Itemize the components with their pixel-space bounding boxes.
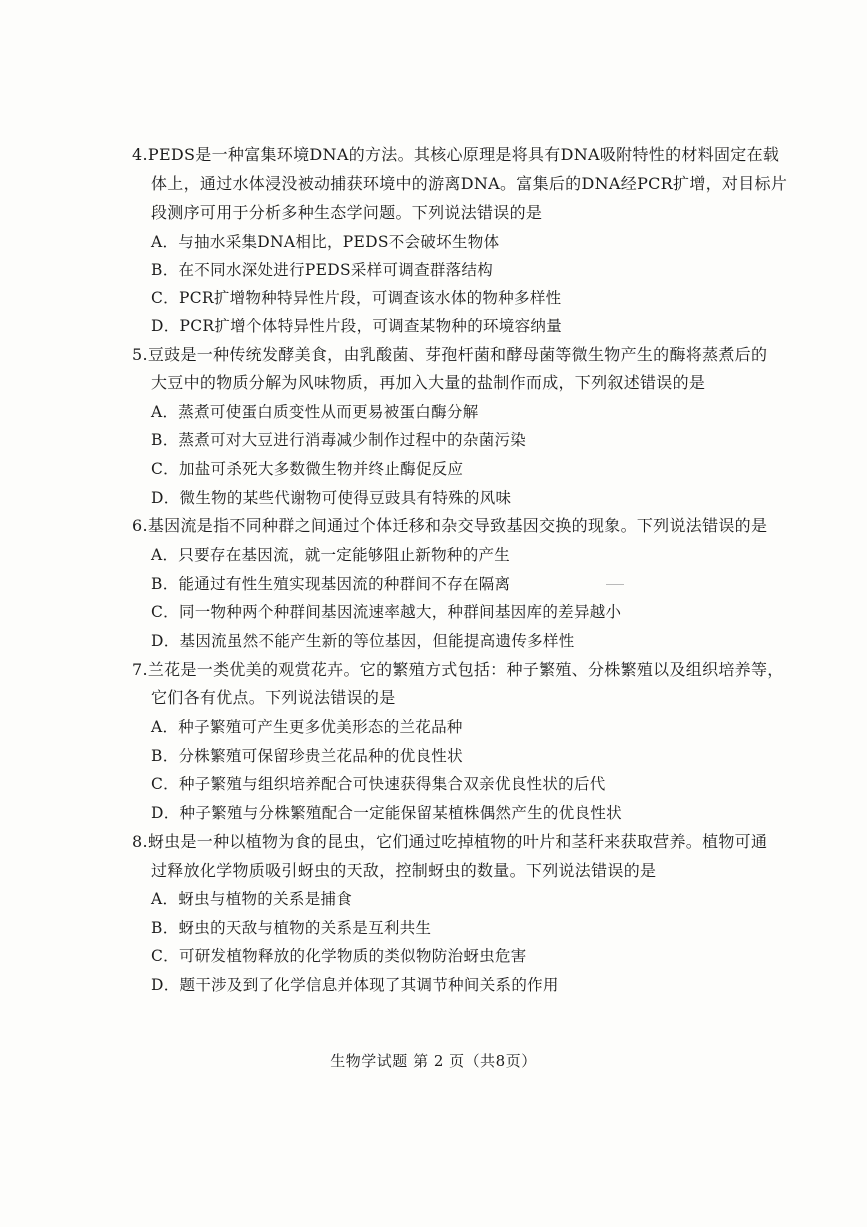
option-a: A．与抽水采集DNA相比，PEDS不会破坏生物体 <box>151 233 500 251</box>
option-c: C．可研发植物释放的化学物质的类似物防治蚜虫危害 <box>151 947 527 965</box>
question-stem-text: PEDS是一种富集环境DNA的方法。其核心原理是将具有DNA吸附特性的材料固定在载 <box>147 145 780 164</box>
question-stem-line: 段测序可用于分析多种生态学问题。下列说法错误的是 <box>151 203 543 222</box>
question-number: 5. <box>132 345 148 364</box>
question-stem-line <box>132 345 767 365</box>
option-c: C．种子繁殖与组织培养配合可快速获得集合双亲优良性状的后代 <box>151 775 606 793</box>
question-stem-text: 基因流是指不同种群之间通过个体迁移和杂交导致基因交换的现象。下列说法错误的是 <box>147 516 768 535</box>
option-d: D．微生物的某些代谢物可使得豆豉具有特殊的风味 <box>151 489 512 507</box>
option-c: C．加盐可杀死大多数微生物并终止酶促反应 <box>151 460 464 478</box>
option-a: A．蚜虫与植物的关系是捕食 <box>151 890 353 908</box>
question-stem-line: 体上，通过水体浸没被动捕获环境中的游离DNA。富集后的DNA经PCR扩增，对目标片 <box>151 174 788 193</box>
option-b: B．分株繁殖可保留珍贵兰花品种的优良性状 <box>151 747 463 765</box>
option-c: C．同一物种两个种群间基因流速率越大，种群间基因库的差异越小 <box>151 603 622 621</box>
question-stem-line: 过释放化学物质吸引蚜虫的天敌，控制蚜虫的数量。下列说法错误的是 <box>151 861 657 880</box>
option-b: B．在不同水深处进行PEDS采样可调查群落结构 <box>151 261 494 279</box>
question-stem-line <box>132 832 767 852</box>
page-footer: 生物学试题 第 2 页（共8页） <box>330 1052 537 1070</box>
question-stem-line <box>132 516 767 536</box>
option-b: B．蚜虫的天敌与植物的关系是互利共生 <box>151 919 432 937</box>
option-d: D．题干涉及到了化学信息并体现了其调节种间关系的作用 <box>151 976 559 994</box>
question-number: 6. <box>132 516 148 535</box>
question-stem-text: 蚜虫是一种以植物为食的昆虫，它们通过吃掉植物的叶片和茎秆来获取营养。植物可通 <box>147 832 768 851</box>
scan-mark <box>606 584 624 585</box>
question-number: 7. <box>132 660 148 679</box>
question-number: 4. <box>132 145 148 164</box>
option-a: A．种子繁殖可产生更多优美形态的兰花品种 <box>151 718 463 736</box>
option-b: B．能通过有性生殖实现基因流的种群间不存在隔离 <box>151 575 511 593</box>
option-a: A．蒸煮可使蛋白质变性从而更易被蛋白酶分解 <box>151 403 479 421</box>
question-stem-text: 兰花是一类优美的观赏花卉。它的繁殖方式包括：种子繁殖、分株繁殖以及组织培养等， <box>147 660 784 679</box>
option-d: D．种子繁殖与分株繁殖配合一定能保留某植株偶然产生的优良性状 <box>151 804 622 822</box>
question-stem-line <box>132 660 784 680</box>
option-c: C．PCR扩增物种特异性片段，可调查该水体的物种多样性 <box>151 289 562 307</box>
option-b: B．蒸煮可对大豆进行消毒减少制作过程中的杂菌污染 <box>151 431 527 449</box>
question-stem-line <box>132 145 779 165</box>
question-stem-line: 大豆中的物质分解为风味物质，再加入大量的盐制作而成，下列叙述错误的是 <box>151 373 706 392</box>
question-number: 8. <box>132 832 148 851</box>
option-d: D．基因流虽然不能产生新的等位基因，但能提高遗传多样性 <box>151 632 575 650</box>
option-d: D．PCR扩增个体特异性片段，可调查某物种的环境容纳量 <box>151 317 562 335</box>
question-stem-text: 豆豉是一种传统发酵美食，由乳酸菌、芽孢杆菌和酵母菌等微生物产生的酶将蒸煮后的 <box>147 345 768 364</box>
option-a: A．只要存在基因流，就一定能够阻止新物种的产生 <box>151 546 511 564</box>
question-stem-line: 它们各有优点。下列说法错误的是 <box>151 688 396 707</box>
